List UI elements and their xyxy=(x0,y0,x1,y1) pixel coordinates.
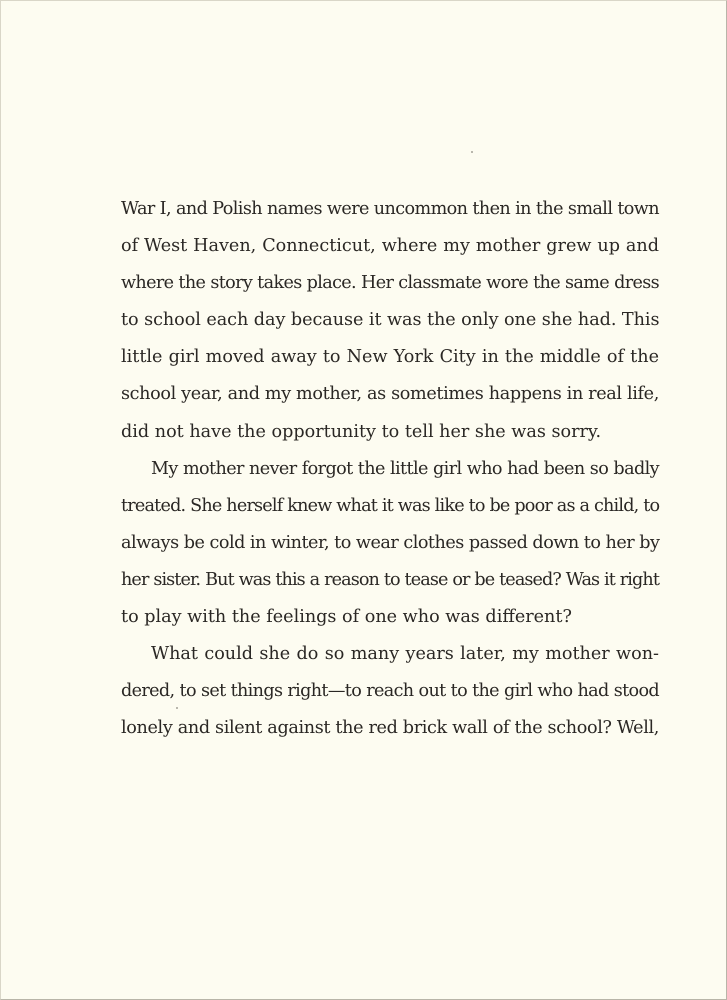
text-line: What could she do so many years later, my mother won- xyxy=(151,644,659,665)
text-line: did not have the opportunity to tell her she was sorry. xyxy=(121,421,602,442)
text-line: where the story takes place. Her classmate wore the same dress xyxy=(121,273,659,294)
text-line: her sister. But was this a reason to tease or be teased? Was it right xyxy=(121,569,659,590)
text-line: treated. She herself knew what it was like to be poor as a child, to xyxy=(121,495,660,516)
text-line: War I, and Polish names were uncommon then in the small town xyxy=(121,199,659,219)
paper-speck xyxy=(471,151,473,153)
text-line: to school each day because it was the only one she had. This xyxy=(121,310,660,331)
text-line: My mother never forgot the little girl who had been so badly xyxy=(151,458,659,479)
text-line: little girl moved away to New York City in the middle of the xyxy=(121,347,659,368)
text-line: lonely and silent against the red brick wall of the school? Well, xyxy=(121,718,659,739)
text-line: to play with the feelings of one who was different? xyxy=(121,607,572,628)
text-line: always be cold in winter, to wear clothes passed down to her by xyxy=(121,532,660,553)
text-line: school year, and my mother, as sometimes happens in real life, xyxy=(121,384,659,405)
page-body-text xyxy=(121,191,659,747)
text-line: dered, to set things right—to reach out to the girl who had stood xyxy=(121,681,659,702)
text-line: of West Haven, Connecticut, where my mother grew up and xyxy=(121,236,659,257)
